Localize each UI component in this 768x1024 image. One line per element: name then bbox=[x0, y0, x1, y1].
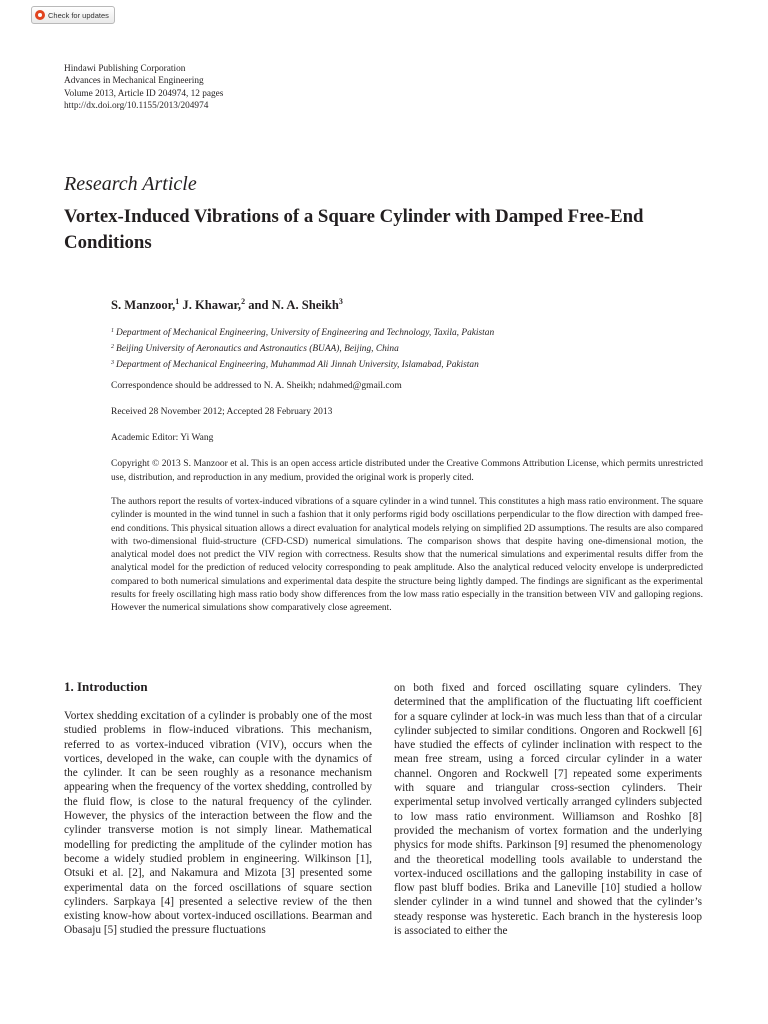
article-type: Research Article bbox=[64, 173, 197, 195]
received-accepted-dates: Received 28 November 2012; Accepted 28 February 2013 bbox=[111, 407, 333, 417]
abstract: The authors report the results of vortex-induced vibrations of a square cylinder in a wind tunnel. This constitutes a high mass ratio environment. The square cylinder is mounted in the wind tunnel in such a fashion that it only performs rigid body oscillations perpendicular to the flow direction with damped free-end conditions. This physical situation allows a direct evaluation for analytical models relying on simplified 2D assumptions. The results are also compared with two-dimensional fluid-structure (CFD-CSD) numerical simulations. The comparison shows that despite having one-dimensional motion, the analytical model does not predict the VIV region with correctness. Results show that the numerical simulations and experimental results differ from the analytical model for the prediction of reduced velocity corresponding to peak amplitude. Also the analytical reduced velocity envelope is underpredicted compared to both numerical simulations and experimental data despite the structure being lightly damped. The findings are significant as the experimental results for freely oscillating high mass ratio body show differences from the low mass ratio especially in the transition between VIV and galloping regions. However the numerical simulations show comparatively close agreement. bbox=[111, 497, 703, 614]
check-for-updates-label: Check for updates bbox=[48, 10, 109, 20]
affiliation-number: 1 bbox=[111, 328, 114, 334]
journal-info bbox=[64, 63, 223, 113]
affiliation-text: Department of Mechanical Engineering, Muhammad Ali Jinnah University, Islamabad, Pakistan bbox=[116, 360, 479, 370]
affiliations bbox=[111, 325, 494, 373]
affiliation-text: Department of Mechanical Engineering, University of Engineering and Technology, Taxila, Pakistan bbox=[116, 328, 495, 338]
author-list bbox=[111, 298, 343, 313]
body-column-left: Vortex shedding excitation of a cylinder is probably one of the most studied problems in flow-induced vibrations. This mechanism, referred to as vortex-induced vibration (VIV), occurs when the vortices, developed in the wake, can couple with the dynamics of the cylinder. It can be seen roughly as a resonance mechanism appearing when the frequency of the vortex shedding, controlled by the fluid flow, is close to the natural frequency of the cylinder. However, the physics of the interaction between the flow and the cylinder transverse motion is not simply linear. Mathematical modelling for predicting the amplitude of the cylinder motion has become a widely studied problem in engineering. Wilkinson [1], Otsuki et al. [2], and Nakamura and Mizota [3] presented some experimental data on the forced oscillations of square section cylinders. Sarpkaya [4] presented a selective review of the then existing know-how about vortex-induced oscillations. Bearman and Obasaju [5] studied the pressure fluctuations bbox=[64, 710, 372, 937]
affiliation-item bbox=[111, 357, 494, 373]
paper-title: Vortex-Induced Vibrations of a Square Cylinder with Damped Free-End Conditions bbox=[64, 206, 644, 253]
copyright-notice: Copyright © 2013 S. Manzoor et al. This is an open access article distributed under the Creative Commons Attribution License, which permits unrestricted use, distribution, and reproduction in any medium, provided the original work is properly cited. bbox=[111, 459, 703, 483]
affiliation-item bbox=[111, 341, 494, 357]
author-name: and N. A. Sheikh bbox=[245, 298, 339, 312]
doi-link[interactable]: http://dx.doi.org/10.1155/2013/204974 bbox=[64, 101, 209, 112]
journal-name: Advances in Mechanical Engineering bbox=[64, 76, 204, 87]
author-name: J. Khawar, bbox=[179, 298, 242, 312]
author-name: S. Manzoor, bbox=[111, 298, 176, 312]
academic-editor: Academic Editor: Yi Wang bbox=[111, 433, 214, 443]
publisher: Hindawi Publishing Corporation bbox=[64, 64, 186, 74]
affiliation-item bbox=[111, 325, 494, 341]
author-affiliation-mark: 3 bbox=[338, 297, 343, 306]
affiliation-text: Beijing University of Aeronautics and Astronautics (BUAA), Beijing, China bbox=[116, 344, 399, 354]
check-for-updates-icon bbox=[35, 10, 45, 20]
affiliation-number: 2 bbox=[111, 344, 114, 350]
check-for-updates-button[interactable] bbox=[31, 6, 115, 24]
affiliation-number: 3 bbox=[111, 360, 114, 366]
author-affiliation-mark: 2 bbox=[241, 297, 246, 306]
correspondence: Correspondence should be addressed to N. A. Sheikh; ndahmed@gmail.com bbox=[111, 381, 402, 391]
section-heading-introduction: 1. Introduction bbox=[64, 679, 148, 694]
body-column-right: on both fixed and forced oscillating square cylinders. They determined that the amplification of the fluctuating lift coefficient for a square cylinder at lock-in was much less than that of a circular cylinder subjected to similar conditions. Ongoren and Rockwell [6] have studied the effects of cylinder inclination with respect to the mean free stream, using a forced circular cylinder in a water channel. Ongoren and Rockwell [7] repeated some experiments with square and triangular cross-section cylinders. Their experimental setup involved vertically arranged cylinders subjected to low mass ratio environment. Williamson and Roshko [8] provided the mechanism of vortex formation and the underlying physics for mode shifts. Parkinson [9] resumed the phenomenology and the theoretical modelling tools available to understand the vortex-induced oscillations and the galloping instability in case of flow past bluff bodies. Brika and Laneville [10] studied a hollow slender cylinder in a wind tunnel and showed that the cylinder’s steady response was hysteretic. Each branch in the hysteresis loop is associated to either the bbox=[394, 682, 702, 938]
author-affiliation-mark: 1 bbox=[175, 297, 180, 306]
volume-line: Volume 2013, Article ID 204974, 12 pages bbox=[64, 88, 224, 99]
